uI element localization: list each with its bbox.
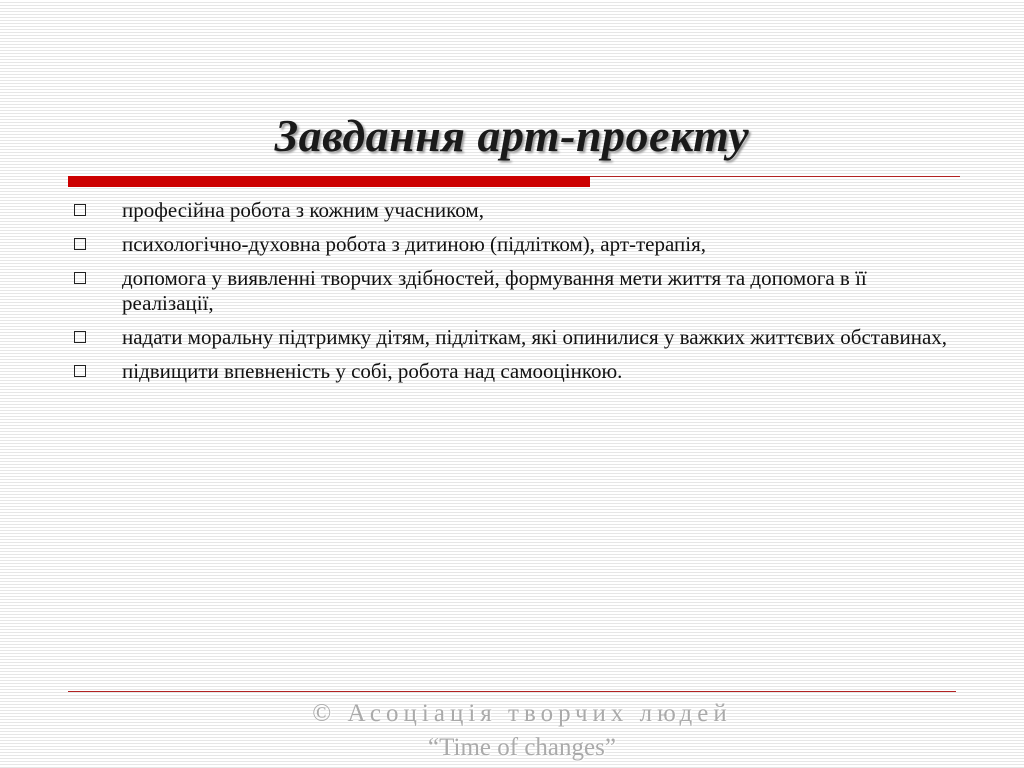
bullet-text: надати моральну підтримку дітям, підліткам, які опинилися у важких життєвих обставинах,	[122, 325, 948, 349]
bullet-item	[68, 359, 948, 384]
bullet-item	[68, 266, 948, 316]
bullet-text: психологічно-духовна робота з дитиною (підлітком), арт-терапія,	[122, 232, 707, 256]
bullet-item	[68, 198, 948, 223]
title-accent-bar	[68, 176, 590, 187]
hollow-square-bullet-icon	[74, 238, 86, 250]
hollow-square-bullet-icon	[74, 331, 86, 343]
footer-subtitle: “Time of changes”	[428, 734, 616, 761]
bullet-text: професійна робота з кожним учасником,	[122, 198, 484, 222]
bullet-text: допомога у виявленні творчих здібностей, формування мети життя та допомога в її реалізації,	[122, 266, 867, 315]
hollow-square-bullet-icon	[74, 365, 86, 377]
footer-divider-line	[68, 691, 956, 692]
bullet-text: підвищити впевненість у собі, робота над самооцінкою.	[122, 359, 623, 383]
footer-copyright: © Асоціація творчих людей	[312, 700, 732, 727]
hollow-square-bullet-icon	[74, 272, 86, 284]
bullet-item	[68, 232, 948, 257]
bullet-list	[68, 198, 948, 393]
bullet-item	[68, 325, 948, 350]
hollow-square-bullet-icon	[74, 204, 86, 216]
slide-title: Завдання арт-проекту	[274, 110, 750, 161]
